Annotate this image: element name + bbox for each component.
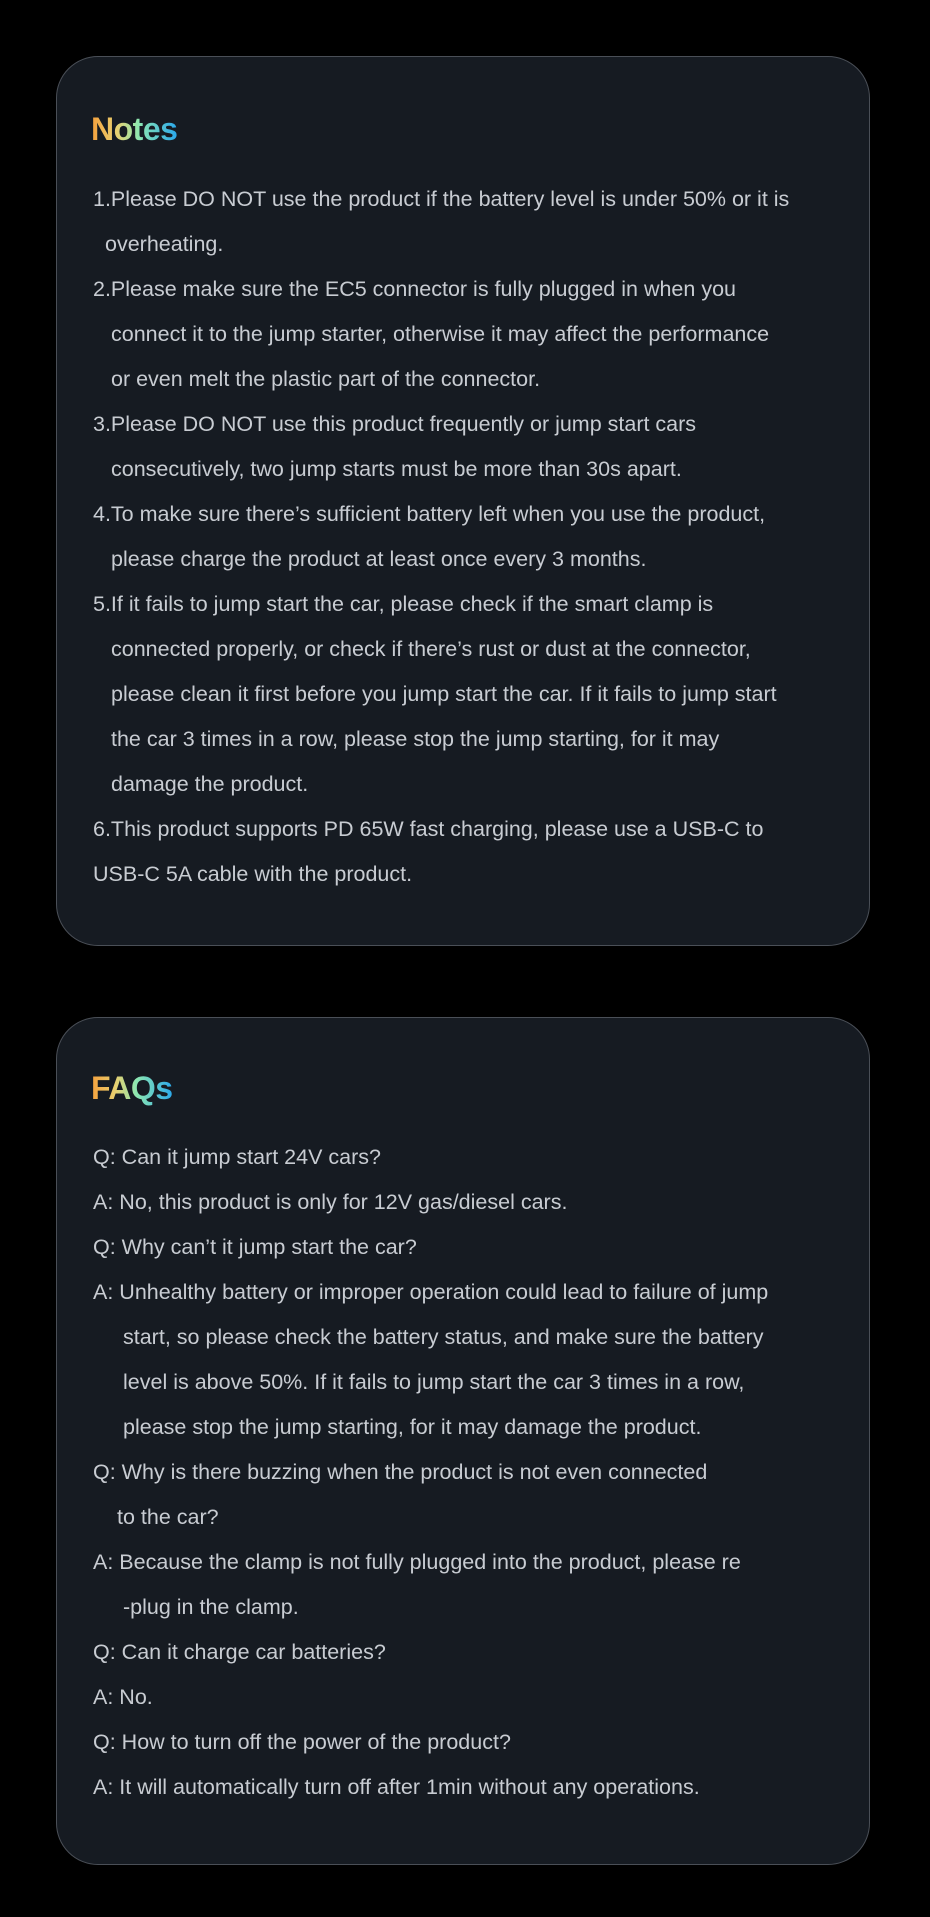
notes-line: connect it to the jump starter, otherwise it may affect the performance — [111, 322, 770, 346]
faqs-line: A: No, this product is only for 12V gas/diesel cars. — [93, 1190, 568, 1214]
notes-line: or even melt the plastic part of the connector. — [111, 367, 541, 391]
faqs-line: Q: Can it jump start 24V cars? — [93, 1145, 381, 1169]
notes-line: consecutively, two jump starts must be more than 30s apart. — [111, 457, 682, 481]
faqs-line: Q: Can it charge car batteries? — [93, 1640, 386, 1664]
notes-line: please clean it first before you jump start the car. If it fails to jump start — [111, 682, 777, 706]
faqs-line: Q: Why is there buzzing when the product is not even connected — [93, 1460, 708, 1484]
notes-line: 2.Please make sure the EC5 connector is fully plugged in when you — [93, 277, 736, 301]
notes-line: connected properly, or check if there’s rust or dust at the connector, — [111, 637, 751, 661]
faqs-line: A: Because the clamp is not fully plugged into the product, please re — [93, 1550, 741, 1574]
faqs-line: level is above 50%. If it fails to jump start the car 3 times in a row, — [123, 1370, 745, 1394]
notes-title: Notes — [91, 111, 178, 147]
notes-line: 6.This product supports PD 65W fast charging, please use a USB-C to — [93, 817, 764, 841]
faqs-line: -plug in the clamp. — [123, 1595, 299, 1619]
faqs-card — [56, 1017, 870, 1865]
notes-line: the car 3 times in a row, please stop the jump starting, for it may — [111, 727, 720, 751]
faqs-line: Q: How to turn off the power of the product? — [93, 1730, 511, 1754]
notes-line: please charge the product at least once every 3 months. — [111, 547, 647, 571]
faqs-title: FAQs — [91, 1070, 173, 1106]
faqs-line: to the car? — [117, 1505, 219, 1529]
notes-card — [56, 56, 870, 946]
faqs-list — [93, 1135, 859, 1810]
faqs-line: Q: Why can’t it jump start the car? — [93, 1235, 417, 1259]
notes-line: 4.To make sure there’s sufficient battery left when you use the product, — [93, 502, 766, 526]
notes-line: 5.If it fails to jump start the car, please check if the smart clamp is — [93, 592, 714, 616]
notes-line: 3.Please DO NOT use this product frequently or jump start cars — [93, 412, 697, 436]
notes-list — [93, 177, 859, 897]
faqs-line: A: It will automatically turn off after 1min without any operations. — [93, 1775, 700, 1799]
faqs-line: A: Unhealthy battery or improper operation could lead to failure of jump — [93, 1280, 769, 1304]
notes-line: overheating. — [105, 232, 224, 256]
faqs-line: start, so please check the battery status, and make sure the battery — [123, 1325, 764, 1349]
notes-line: 1.Please DO NOT use the product if the battery level is under 50% or it is — [93, 187, 790, 211]
notes-line: damage the product. — [111, 772, 309, 796]
faqs-line: please stop the jump starting, for it may damage the product. — [123, 1415, 702, 1439]
notes-line: USB-C 5A cable with the product. — [93, 862, 413, 886]
faqs-line: A: No. — [93, 1685, 153, 1709]
